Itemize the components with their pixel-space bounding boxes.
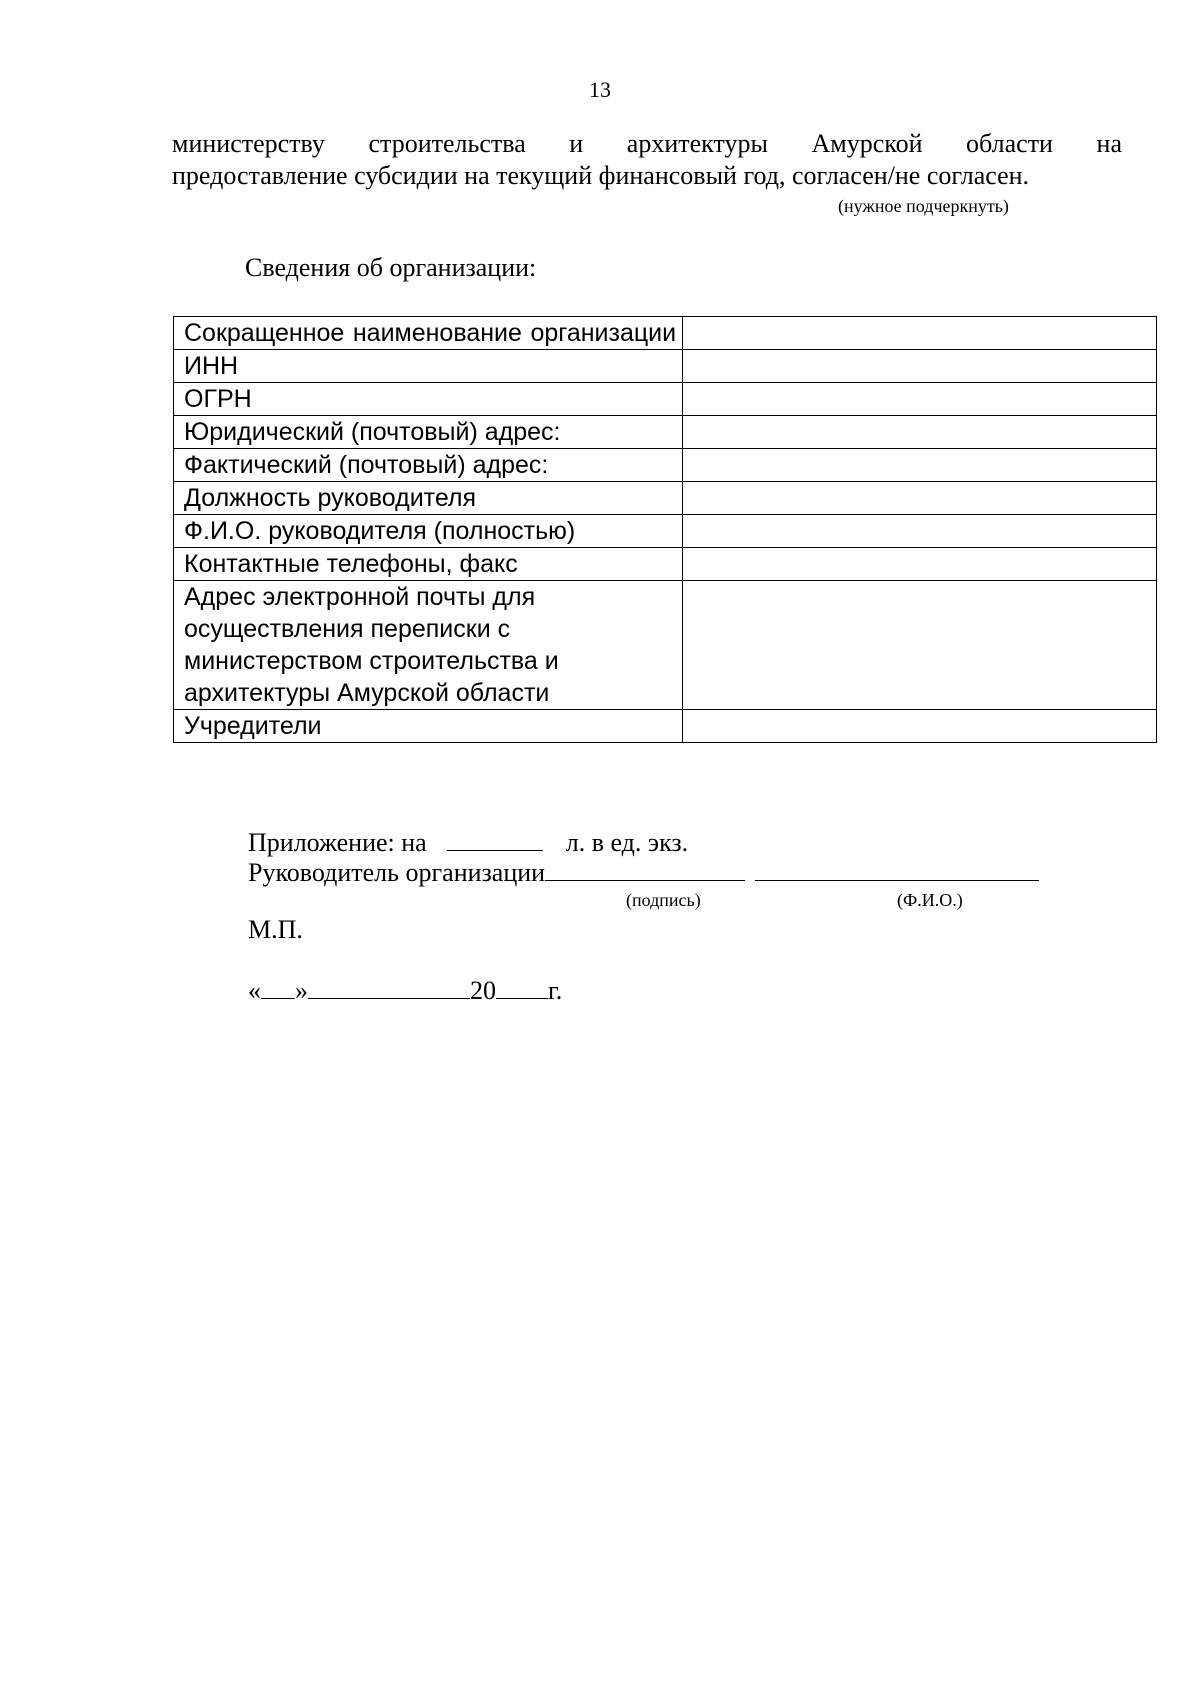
appendix-prefix: Приложение: на [248,828,427,857]
signature-blank[interactable] [545,856,745,881]
row-label-inn: ИНН [174,350,683,383]
row-label-head-fullname: Ф.И.О. руководителя (полностью) [174,515,683,548]
year-suffix: г. [548,976,563,1005]
row-label-actual-address: Фактический (почтовый) адрес: [174,449,683,482]
row-value-email[interactable] [683,581,1157,710]
row-label-phones: Контактные телефоны, факс [174,548,683,581]
fullname-hint: (Ф.И.О.) [897,890,963,910]
row-value-legal-address[interactable] [683,416,1157,449]
table-row [174,482,1157,515]
row-label-legal-address: Юридический (почтовый) адрес: [174,416,683,449]
table-row [174,449,1157,482]
section-heading: Сведения об организации: [245,253,537,282]
appendix-sheets-blank[interactable] [447,826,543,851]
row-value-phones[interactable] [683,548,1157,581]
row-label-short-name: Сокращенное наименование организации [174,317,683,350]
intro-line-2: предоставление субсидии на текущий финансовый год, согласен/не согласен. [172,161,1030,190]
row-value-founders[interactable] [683,710,1157,743]
row-value-head-fullname[interactable] [683,515,1157,548]
appendix-suffix: л. в ед. экз. [565,828,689,857]
row-value-short-name[interactable] [683,317,1157,350]
table-row [174,383,1157,416]
appendix-line [248,826,688,859]
month-blank[interactable] [308,974,470,999]
row-value-actual-address[interactable] [683,449,1157,482]
date-open-quote: « [248,976,261,1005]
row-label-email: Адрес электронной почты для осуществления переписки с министерством строительства и архитектуры Амурской области [174,581,683,710]
intro-line-1: министерству строительства и архитектуры Амурской области на [172,129,1122,158]
year-blank[interactable] [496,974,548,999]
date-line [248,974,562,1007]
signature-line [248,856,1039,889]
underline-note: (нужное подчеркнуть) [838,196,1009,216]
year-prefix: 20 [470,976,496,1005]
table-row [174,317,1157,350]
row-value-inn[interactable] [683,350,1157,383]
row-value-head-position[interactable] [683,482,1157,515]
organization-info-table [173,316,1157,743]
row-label-founders: Учредители [174,710,683,743]
table-row [174,350,1157,383]
table-row [174,581,1157,710]
day-blank[interactable] [261,974,295,999]
signature-hint: (подпись) [626,890,701,910]
row-label-head-position: Должность руководителя [174,482,683,515]
table-row [174,515,1157,548]
date-close-quote: » [295,976,308,1005]
page-number: 13 [589,77,611,102]
table-row [174,548,1157,581]
signature-label: Руководитель организации [248,858,546,887]
row-label-ogrn: ОГРН [174,383,683,416]
table-row [174,710,1157,743]
stamp-label: М.П. [248,915,303,944]
table-row [174,416,1157,449]
fullname-blank[interactable] [755,856,1039,881]
row-value-ogrn[interactable] [683,383,1157,416]
